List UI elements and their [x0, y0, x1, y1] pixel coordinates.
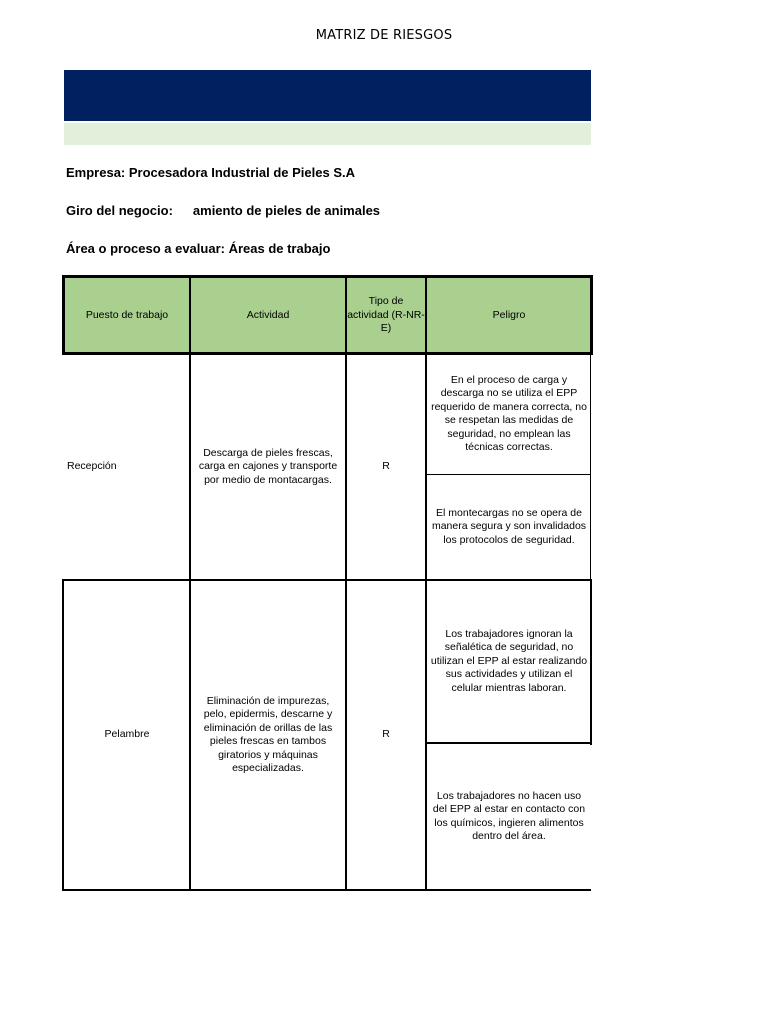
row1-peligro-1: En el proceso de carga y descarga no se utiliza el EPP requerido de manera correcta, no se respetan las medidas de seguridad, no emplean las técnicas correctas. [431, 373, 587, 453]
row1-tipo: R [382, 460, 390, 473]
page-title: MATRIZ DE RIESGOS [315, 28, 453, 43]
row-divider [62, 579, 591, 581]
row2-tipo: R [382, 728, 390, 741]
row1-right-border [590, 354, 591, 580]
table-top-border [62, 275, 593, 278]
header-right-border [590, 275, 593, 355]
header-tipo: Tipo de actividad (R-NR-E) [346, 277, 426, 354]
row1-peligro-divider [426, 474, 591, 475]
row2-puesto: Pelambre [104, 728, 150, 741]
table-bottom-border [62, 889, 591, 891]
row1-peligro-2: El montecargas no se opera de manera segura y son invalidados los protocolos de seguridad. [431, 506, 587, 546]
row1-actividad: Descarga de pieles frescas, carga en cajones y transporte por medio de montacargas. [198, 446, 338, 486]
row2-peligro-2: Los trabajadores no hacen uso del EPP al estar en contacto con los químicos, ingieren alimentos dentro del área. [432, 789, 586, 842]
header-puesto: Puesto de trabajo [64, 277, 190, 354]
area-line: Área o proceso a evaluar: Áreas de trabajo [66, 241, 331, 256]
header-actividad: Actividad [190, 277, 346, 354]
row2-peligro1-right-border [590, 579, 592, 745]
row2-peligro-divider [426, 742, 592, 744]
header-left-border [62, 275, 65, 355]
row2-peligro-1: Los trabajadores ignoran la señalética de seguridad, no utilizan el EPP al estar realizando sus actividades y utilizan el celular mientras laboran. [430, 627, 588, 694]
col-sep-2 [345, 275, 347, 891]
giro-value: amiento de pieles de animales [192, 203, 381, 218]
row2-actividad: Eliminación de impurezas, pelo, epidermis, descarne y eliminación de orillas de las pieles frescas en tambos giratorios y máquinas especializadas. [203, 694, 333, 774]
col-sep-1 [189, 275, 191, 891]
giro-label: Giro del negocio: [66, 203, 173, 218]
header-peligro: Peligro [426, 277, 592, 354]
row1-puesto: Recepción [67, 460, 117, 473]
empresa-line: Empresa: Procesadora Industrial de Pieles S.A [66, 165, 356, 180]
row2-left-border [62, 579, 64, 891]
col-sep-3 [425, 275, 427, 891]
header-bottom-border [62, 352, 593, 355]
